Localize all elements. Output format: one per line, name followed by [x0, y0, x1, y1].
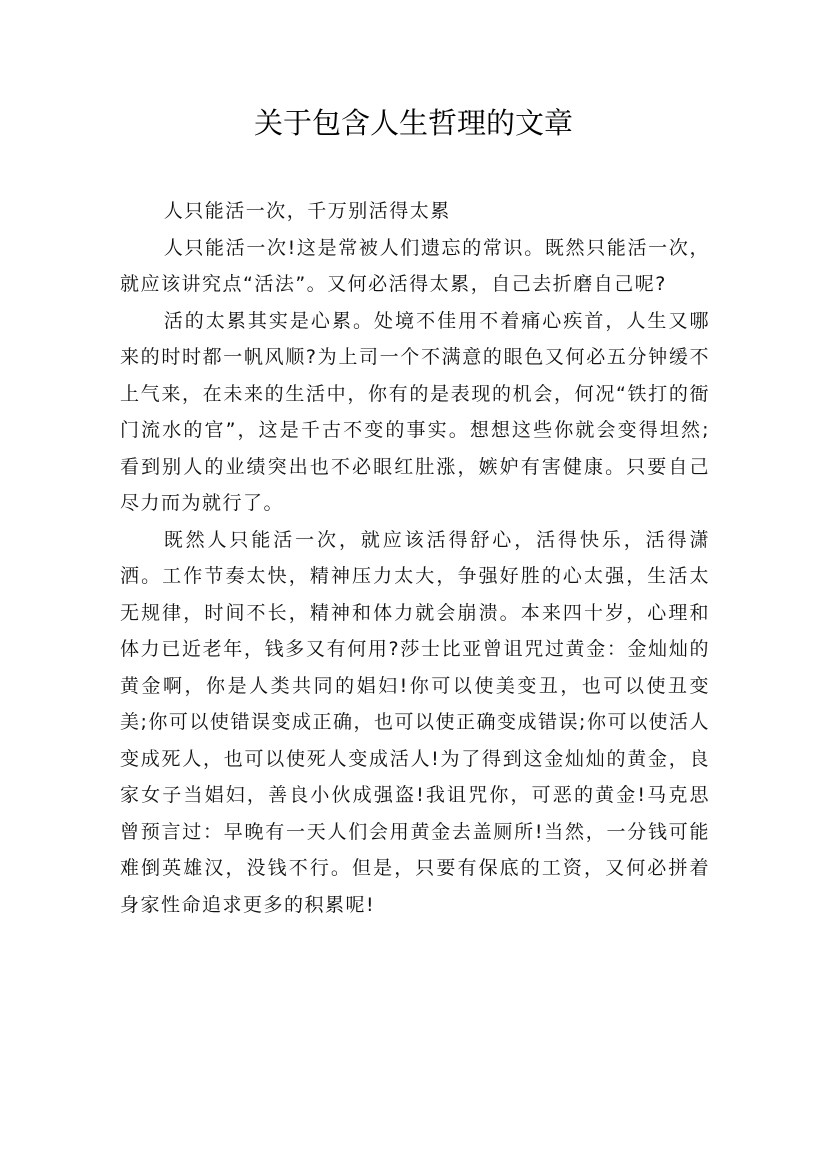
- document-body: [120, 193, 710, 923]
- paragraph-1: 人只能活一次!这是常被人们遗忘的常识。既然只能活一次，就应该讲究点“活法”。又何必活得太累，自己去折磨自己呢?: [120, 236, 710, 295]
- paragraph-2: 活的太累其实是心累。处境不佳用不着痛心疾首，人生又哪来的时时都一帆风顺?为上司一个不满意的眼色又何必五分钟缓不上气来，在未来的生活中，你有的是表现的机会，何况“铁打的衙门流水的官”，这是千古不变的事实。想想这些你就会变得坦然;看到别人的业绩突出也不必眼红肚涨，嫉妒有害健康。只要自己尽力而为就行了。: [120, 309, 710, 514]
- paragraph-subtitle: 人只能活一次，千万别活得太累: [163, 200, 451, 222]
- document-title: 关于包含人生哲理的文章: [253, 106, 573, 140]
- paragraph-3: 既然人只能活一次，就应该活得舒心，活得快乐，活得潇洒。工作节奏太快，精神压力太大，争强好胜的心太强，生活太无规律，时间不长，精神和体力就会崩溃。本来四十岁，心理和体力已近老年，钱多又有何用?莎士比亚曾诅咒过黄金：金灿灿的黄金啊，你是人类共同的娼妇!你可以使美变丑，也可以使丑变美;你可以使错误变成正确，也可以使正确变成错误;你可以使活人变成死人，也可以使死人变成活人!为了得到这金灿灿的黄金，良家女子当娼妇，善良小伙成强盗!我诅咒你，可恶的黄金!马克思曾预言过：早晚有一天人们会用黄金去盖厕所!当然，一分钱可能难倒英雄汉，没钱不行。但是，只要有保底的工资，又何必拼着身家性命追求更多的积累呢!: [120, 528, 710, 916]
